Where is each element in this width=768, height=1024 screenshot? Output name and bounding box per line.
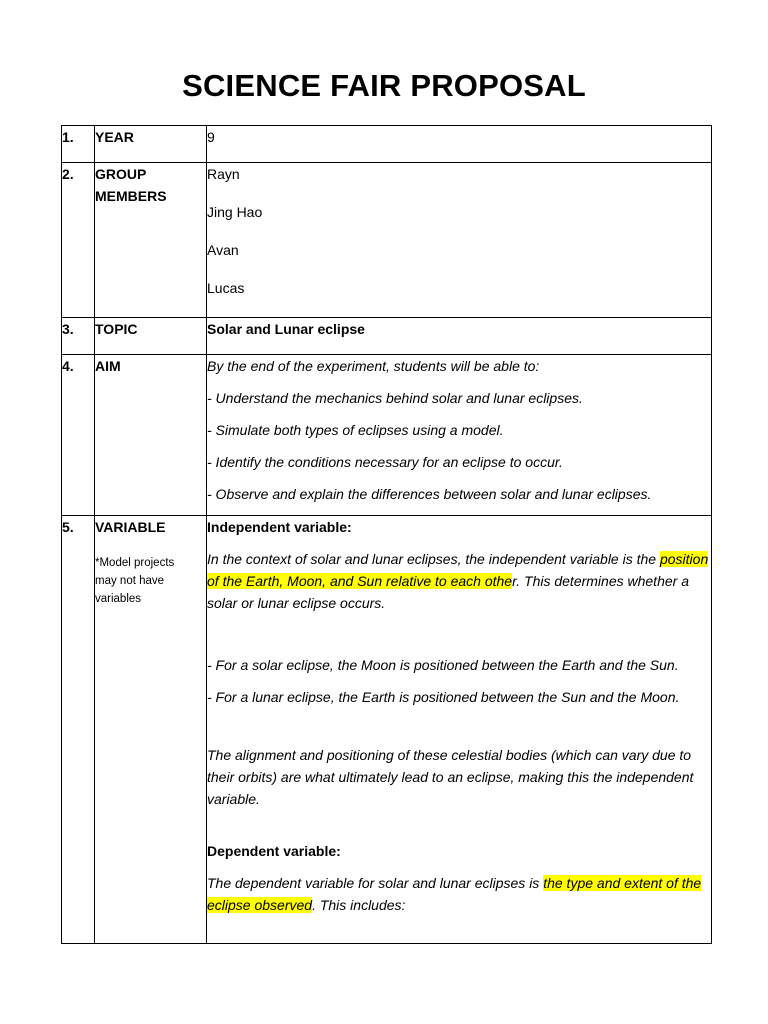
table-row-variable bbox=[62, 516, 712, 944]
dependent-paragraph bbox=[207, 872, 711, 916]
independent-highlight: position of the Earth, Moon, and Sun relative to each othe bbox=[207, 551, 709, 589]
variable-note: *Model projects may not have variables bbox=[95, 557, 175, 605]
member-name: Lucas bbox=[207, 280, 245, 296]
row-number: 1. bbox=[62, 126, 95, 163]
lunar-eclipse-line: - For a lunar eclipse, the Earth is positioned between the Sun and the Moon. bbox=[207, 689, 680, 705]
table-row-topic bbox=[62, 318, 712, 355]
row-number: 5. bbox=[62, 516, 95, 944]
independent-heading: Independent variable: bbox=[207, 519, 352, 535]
aim-content bbox=[207, 355, 712, 516]
aim-item: - Identify the conditions necessary for an eclipse to occur. bbox=[207, 454, 563, 470]
group-members-list bbox=[207, 163, 712, 318]
independent-paragraph bbox=[207, 548, 711, 614]
table-row-aim bbox=[62, 355, 712, 516]
table-row-year bbox=[62, 126, 712, 163]
row-label-topic: TOPIC bbox=[95, 318, 207, 355]
topic-value: Solar and Lunar eclipse bbox=[207, 318, 712, 355]
variable-label: VARIABLE bbox=[95, 519, 166, 535]
independent-text: In the context of solar and lunar eclipses, the independent variable is the bbox=[207, 551, 660, 567]
aim-item: - Understand the mechanics behind solar and lunar eclipses. bbox=[207, 390, 583, 406]
row-label-group-members: GROUP MEMBERS bbox=[95, 163, 207, 318]
row-number: 4. bbox=[62, 355, 95, 516]
aim-intro: By the end of the experiment, students will be able to: bbox=[207, 358, 540, 374]
solar-eclipse-line: - For a solar eclipse, the Moon is positioned between the Earth and the Sun. bbox=[207, 657, 679, 673]
row-label-aim: AIM bbox=[95, 355, 207, 516]
member-name: Avan bbox=[207, 242, 239, 258]
alignment-paragraph: The alignment and positioning of these celestial bodies (which can vary due to their orbits) are what ultimately lead to an eclipse, making this the independent variable. bbox=[207, 747, 694, 807]
aim-item: - Simulate both types of eclipses using a model. bbox=[207, 422, 504, 438]
dependent-text: The dependent variable for solar and lunar eclipses is bbox=[207, 875, 544, 891]
dependent-highlight: the type and extent of the eclipse observed bbox=[207, 875, 702, 913]
page-title: SCIENCE FAIR PROPOSAL bbox=[182, 68, 586, 103]
proposal-table bbox=[61, 125, 712, 944]
dependent-heading: Dependent variable: bbox=[207, 843, 341, 859]
aim-item: - Observe and explain the differences between solar and lunar eclipses. bbox=[207, 486, 652, 502]
table-row-group-members bbox=[62, 163, 712, 318]
independent-text-end: r. This determines whether a solar or lunar eclipse occurs. bbox=[207, 573, 689, 611]
row-label-variable bbox=[95, 516, 207, 944]
dependent-text-end: . This includes: bbox=[312, 897, 406, 913]
row-number: 2. bbox=[62, 163, 95, 318]
row-label-year: YEAR bbox=[95, 126, 207, 163]
member-name: Rayn bbox=[207, 166, 240, 182]
year-value: 9 bbox=[207, 126, 712, 163]
variable-content bbox=[207, 516, 712, 944]
row-number: 3. bbox=[62, 318, 95, 355]
member-name: Jing Hao bbox=[207, 204, 263, 220]
